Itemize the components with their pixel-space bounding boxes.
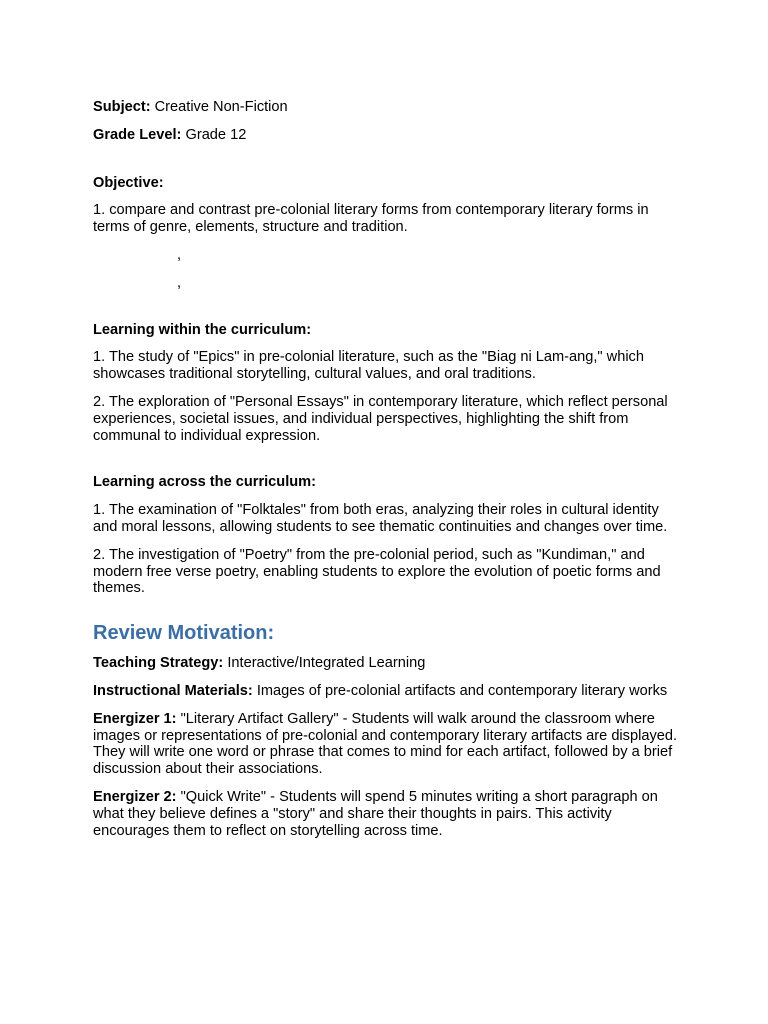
document-page [93, 99, 683, 839]
within-curriculum-item-1: 1. The study of "Epics" in pre-colonial literature, such as the "Biag ni Lam-ang," which showcases traditional storytelling, cultural values, and oral traditions. [93, 349, 644, 383]
grade-level-label: Grade Level: [93, 126, 182, 143]
energizer-1-line [93, 711, 683, 778]
subject-value: Creative Non-Fiction [150, 99, 288, 115]
review-motivation-heading: Review Motivation: [93, 622, 275, 645]
energizer-1-value: "Literary Artifact Gallery" - Students will walk around the classroom where images or representations of pre-colonial and contemporary literary artifacts are displayed. They will write one word or phrase that comes to mind for each artifact, followed by a brief discussion about their associations. [93, 710, 678, 778]
across-curriculum-heading: Learning across the curriculum: [93, 474, 317, 491]
objective-heading: Objective: [93, 174, 164, 191]
teaching-strategy-value: Interactive/Integrated Learning [223, 655, 426, 672]
teaching-strategy-label: Teaching Strategy: [93, 655, 224, 672]
instructional-materials-label: Instructional Materials: [93, 682, 253, 699]
instructional-materials-value: Images of pre-colonial artifacts and contemporary literary works [252, 682, 668, 699]
energizer-1-label: Energizer 1: [93, 710, 177, 727]
grade-level-value: Grade 12 [181, 126, 247, 143]
instructional-materials-line [93, 683, 683, 700]
stray-comma-2: , [177, 274, 182, 291]
energizer-2-value: "Quick Write" - Students will spend 5 minutes writing a short paragraph on what they believe defines a "story" and share their thoughts in pairs. This activity encourages them to reflect on storytelling across time. [93, 788, 658, 839]
within-curriculum-heading: Learning within the curriculum: [93, 321, 312, 338]
energizer-2-line [93, 789, 683, 839]
teaching-strategy-line [93, 655, 683, 672]
stray-comma-1: , [177, 246, 182, 263]
subject-line [93, 99, 683, 116]
subject-label: Subject: [93, 99, 151, 115]
across-curriculum-item-2: 2. The investigation of "Poetry" from the pre-colonial period, such as "Kundiman," and modern free verse poetry, enabling students to explore the evolution of poetic forms and themes. [93, 546, 661, 597]
objective-item-1: 1. compare and contrast pre-colonial literary forms from contemporary literary forms in terms of genre, elements, structure and tradition. [93, 202, 649, 236]
grade-level-line [93, 127, 683, 144]
across-curriculum-item-1: 1. The examination of "Folktales" from both eras, analyzing their roles in cultural identity and moral lessons, allowing students to see thematic continuities and changes over time. [93, 502, 668, 535]
energizer-2-label: Energizer 2: [93, 788, 177, 805]
within-curriculum-item-2: 2. The exploration of "Personal Essays" in contemporary literature, which reflect personal experiences, societal issues, and individual perspectives, highlighting the shift from communal to individual expression. [93, 393, 668, 444]
